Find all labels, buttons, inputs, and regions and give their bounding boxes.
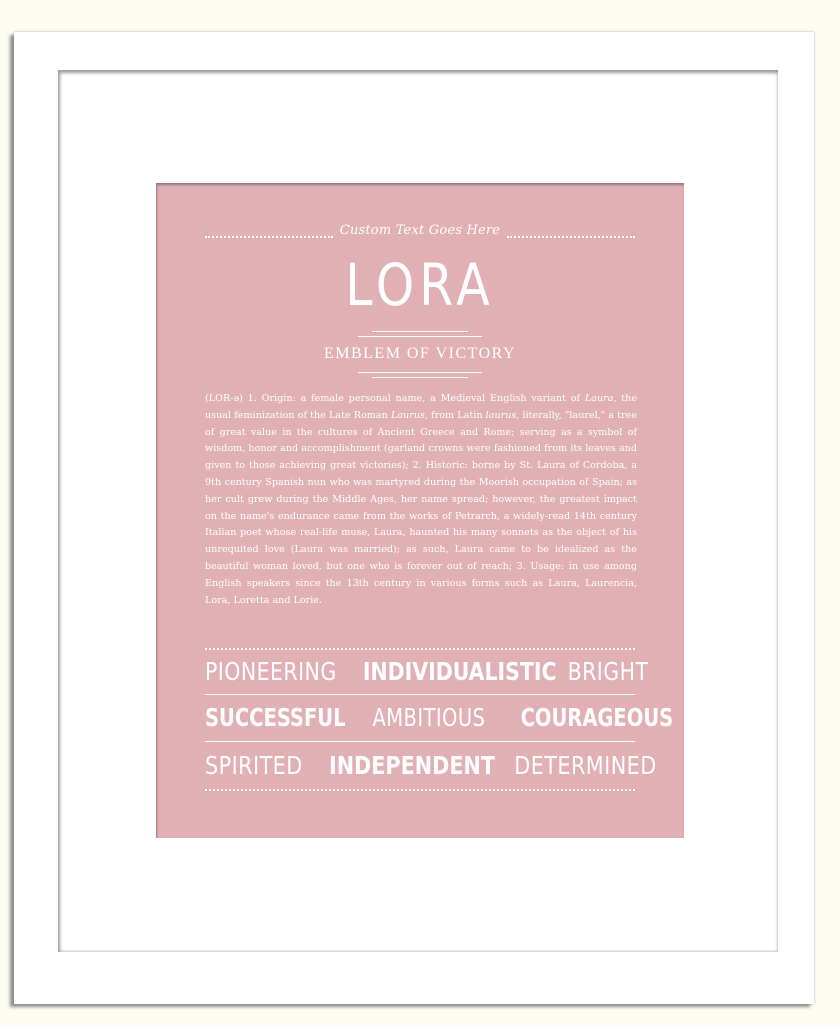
dotted-divider-left — [205, 236, 333, 238]
name-definition — [205, 391, 637, 609]
dotted-divider-right — [507, 236, 635, 238]
trait-word: SPIRITED — [205, 751, 303, 780]
custom-text-row — [205, 219, 635, 245]
picture-frame — [14, 32, 814, 1004]
trait-word: PIONEERING — [205, 657, 337, 686]
trait-word: INDEPENDENT — [328, 751, 495, 780]
trait-word: BRIGHT — [568, 657, 649, 686]
name-print — [156, 183, 684, 838]
definition-italic-term: Laura — [584, 393, 614, 404]
trait-word: COURAGEOUS — [520, 703, 673, 732]
name-title: LORA — [345, 251, 495, 319]
definition-run: (LOR-ə) 1. Origin: a female personal name, a Medieval English variant of — [205, 393, 585, 404]
trait-word: AMBITIOUS — [372, 703, 486, 732]
trait-divider — [205, 741, 635, 742]
definition-run: , literally, "laurel," a tree of great value in the cultures of Ancient Greece and Rome; serving as a symbol of wisdom, honor and accomplishment (garland crowns were fashioned from its leaves and given to those achieving great victories); 2. Historic: borne by St. Laura of Cordoba, a 9th century Spanish nun who was martyred during the Moorish occupation of Spain; as her cult grew during the Middle Ages, her name spread; however, the greatest impact on the name's endurance came from the works of Petrarch, a widely-read 14th century Italian poet whose real-life muse, Laura, haunted his many sonnets as the object of his unrequited love (Laura was married); as such, Laura came to be idealized as the beautiful woman loved, but one who is forever out of reach; 3. Usage: in use among English speakers since the 13th century in various forms such as Laura, Laurencia, Lora, Loretta and Lorie. — [205, 409, 638, 606]
trait-row-1 — [205, 657, 649, 691]
trait-word: INDIVIDUALISTIC — [362, 657, 557, 686]
picture-mat — [58, 70, 778, 952]
trait-row-3 — [205, 751, 657, 785]
name-meaning: EMBLEM OF VICTORY — [323, 345, 517, 362]
trait-row-2 — [205, 703, 673, 737]
definition-text — [205, 391, 637, 609]
dotted-divider-traits-top — [205, 648, 635, 650]
meaning-underline-top — [358, 372, 482, 373]
name-underline-top — [372, 331, 468, 332]
definition-run: , from Latin — [424, 409, 486, 421]
name-underline-bottom — [358, 336, 482, 337]
custom-text: Custom Text Goes Here — [339, 223, 501, 238]
dotted-divider-traits-bottom — [205, 789, 635, 791]
definition-italic-term: laurus — [485, 409, 517, 421]
trait-word: SUCCESSFUL — [205, 703, 346, 732]
definition-run: , the usual feminization of the Late Roman — [205, 393, 638, 421]
meaning-underline-bottom — [372, 377, 468, 378]
trait-word: DETERMINED — [514, 751, 657, 780]
definition-italic-term: Laurus — [390, 409, 425, 421]
trait-divider — [205, 694, 635, 695]
